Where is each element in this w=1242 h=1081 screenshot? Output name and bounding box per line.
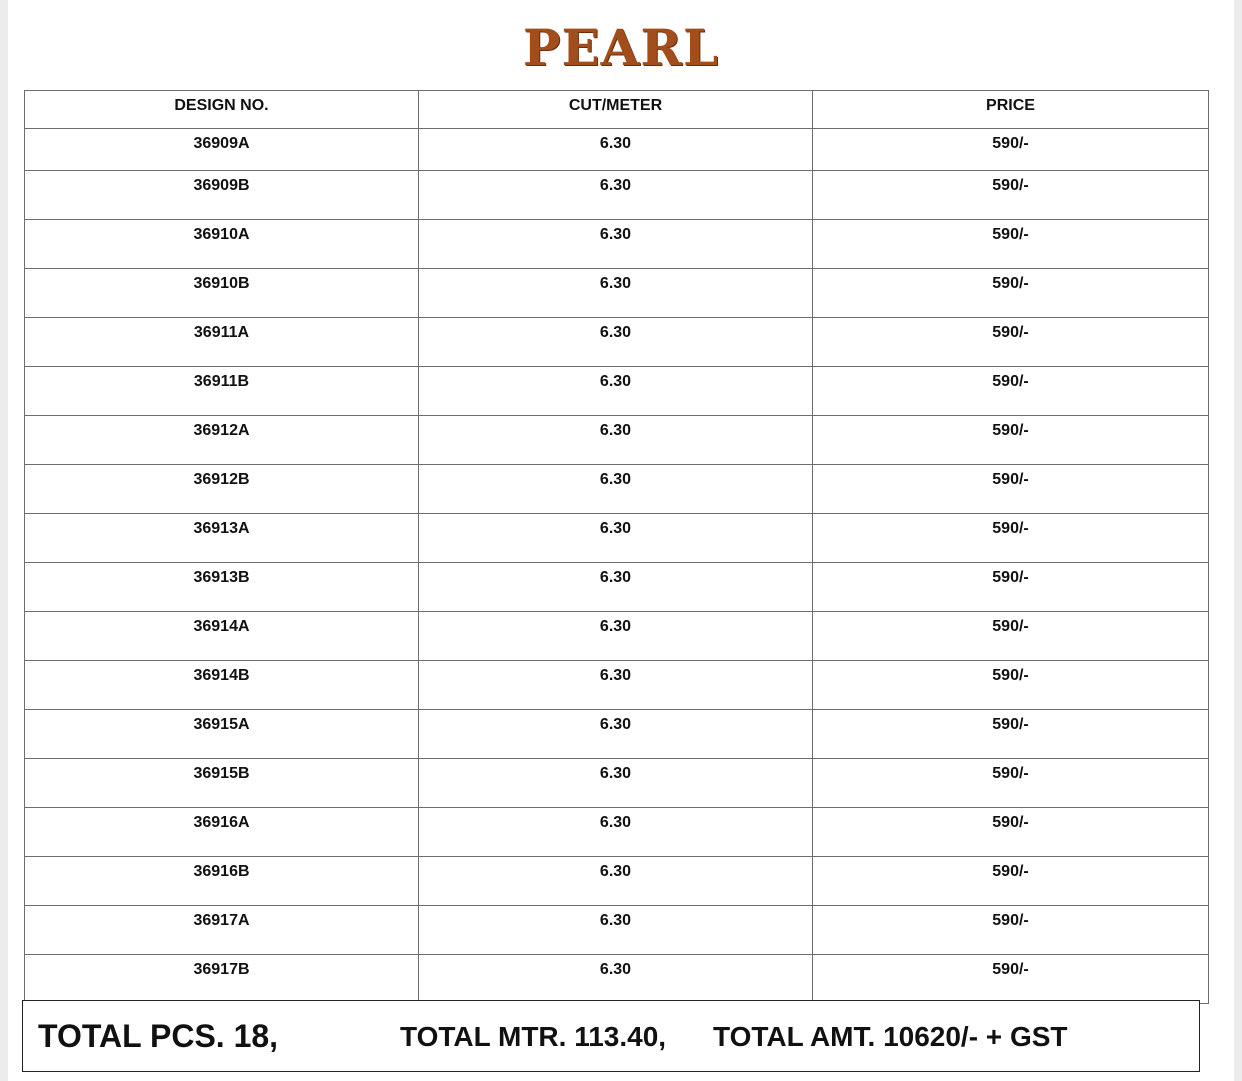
- cut-meter-cell: 6.30: [419, 129, 813, 171]
- price-cell: 590/-: [813, 465, 1209, 514]
- design-no-cell: 36915B: [25, 759, 419, 808]
- design-no-cell: 36916B: [25, 857, 419, 906]
- table-row: [25, 759, 1209, 808]
- price-cell: 590/-: [813, 318, 1209, 367]
- table-body: [25, 129, 1209, 1004]
- cut-meter-cell: 6.30: [419, 857, 813, 906]
- table-row: [25, 906, 1209, 955]
- design-no-cell: 36910A: [25, 220, 419, 269]
- price-cell: 590/-: [813, 416, 1209, 465]
- cut-meter-cell: 6.30: [419, 906, 813, 955]
- column-header-price: PRICE: [813, 91, 1209, 129]
- cut-meter-cell: 6.30: [419, 367, 813, 416]
- table-row: [25, 955, 1209, 1004]
- cut-meter-cell: 6.30: [419, 808, 813, 857]
- cut-meter-cell: 6.30: [419, 514, 813, 563]
- table-row: [25, 612, 1209, 661]
- price-cell: 590/-: [813, 269, 1209, 318]
- table-row: [25, 857, 1209, 906]
- price-cell: 590/-: [813, 759, 1209, 808]
- cut-meter-cell: 6.30: [419, 465, 813, 514]
- design-no-cell: 36916A: [25, 808, 419, 857]
- price-cell: 590/-: [813, 367, 1209, 416]
- cut-meter-cell: 6.30: [419, 416, 813, 465]
- design-no-cell: 36911A: [25, 318, 419, 367]
- price-cell: 590/-: [813, 906, 1209, 955]
- design-no-cell: 36917B: [25, 955, 419, 1004]
- cut-meter-cell: 6.30: [419, 269, 813, 318]
- design-no-cell: 36914B: [25, 661, 419, 710]
- price-cell: 590/-: [813, 171, 1209, 220]
- cut-meter-cell: 6.30: [419, 710, 813, 759]
- page-title: PEARL: [522, 18, 720, 77]
- total-amount: TOTAL AMT. 10620/- + GST: [713, 1021, 1068, 1052]
- table-row: [25, 129, 1209, 171]
- table-row: [25, 514, 1209, 563]
- price-cell: 590/-: [813, 661, 1209, 710]
- design-no-cell: 36915A: [25, 710, 419, 759]
- table-row: [25, 171, 1209, 220]
- table-row: [25, 269, 1209, 318]
- design-no-cell: 36913A: [25, 514, 419, 563]
- table-row: [25, 563, 1209, 612]
- totals-bar: [22, 1000, 1200, 1072]
- column-header-cut-meter: CUT/METER: [419, 91, 813, 129]
- price-cell: 590/-: [813, 563, 1209, 612]
- price-cell: 590/-: [813, 129, 1209, 171]
- price-cell: 590/-: [813, 857, 1209, 906]
- table-header-row: [25, 91, 1209, 129]
- cut-meter-cell: 6.30: [419, 955, 813, 1004]
- price-cell: 590/-: [813, 955, 1209, 1004]
- table-row: [25, 220, 1209, 269]
- table-row: [25, 367, 1209, 416]
- total-pieces: TOTAL PCS. 18,: [38, 1018, 279, 1054]
- total-meters: TOTAL MTR. 113.40,: [400, 1021, 667, 1052]
- price-cell: 590/-: [813, 710, 1209, 759]
- table-row: [25, 710, 1209, 759]
- design-no-cell: 36917A: [25, 906, 419, 955]
- design-no-cell: 36913B: [25, 563, 419, 612]
- column-header-design-no: DESIGN NO.: [25, 91, 419, 129]
- table-row: [25, 318, 1209, 367]
- cut-meter-cell: 6.30: [419, 171, 813, 220]
- cut-meter-cell: 6.30: [419, 220, 813, 269]
- table-row: [25, 416, 1209, 465]
- design-no-cell: 36912B: [25, 465, 419, 514]
- design-no-cell: 36909A: [25, 129, 419, 171]
- design-no-cell: 36912A: [25, 416, 419, 465]
- cut-meter-cell: 6.30: [419, 759, 813, 808]
- table-row: [25, 465, 1209, 514]
- cut-meter-cell: 6.30: [419, 563, 813, 612]
- price-table: [24, 90, 1209, 1004]
- price-cell: 590/-: [813, 808, 1209, 857]
- design-no-cell: 36911B: [25, 367, 419, 416]
- design-no-cell: 36910B: [25, 269, 419, 318]
- price-cell: 590/-: [813, 220, 1209, 269]
- price-cell: 590/-: [813, 612, 1209, 661]
- price-cell: 590/-: [813, 514, 1209, 563]
- cut-meter-cell: 6.30: [419, 318, 813, 367]
- table-row: [25, 808, 1209, 857]
- cut-meter-cell: 6.30: [419, 661, 813, 710]
- design-no-cell: 36909B: [25, 171, 419, 220]
- table-row: [25, 661, 1209, 710]
- design-no-cell: 36914A: [25, 612, 419, 661]
- cut-meter-cell: 6.30: [419, 612, 813, 661]
